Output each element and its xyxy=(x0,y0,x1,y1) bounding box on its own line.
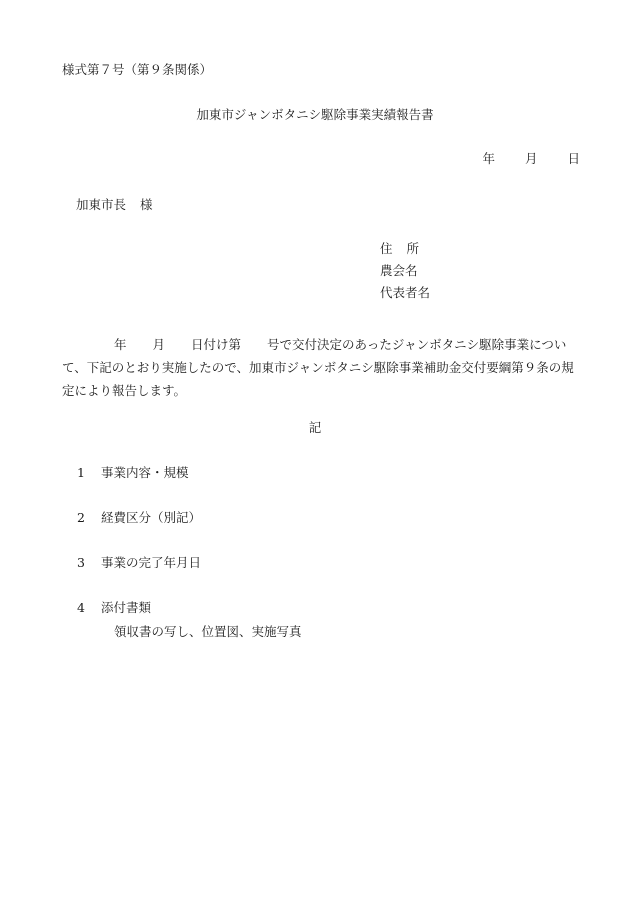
list-item xyxy=(77,557,201,570)
item-number: 4 xyxy=(77,600,85,615)
list-item xyxy=(77,467,189,480)
sender-representative-label: 代表者名 xyxy=(380,285,431,300)
report-body xyxy=(62,333,582,402)
body-line-2: て、下記のとおり実施したので、加東市ジャンボタニシ駆除事業補助金交付要綱第９条の規 xyxy=(62,360,574,375)
addressee-name: 加東市長 xyxy=(76,197,127,212)
item-number: 2 xyxy=(77,510,85,525)
item-label: 経費区分（別記） xyxy=(101,510,202,525)
sender-block xyxy=(380,243,430,309)
date-day-label: 日 xyxy=(567,151,580,166)
addressee xyxy=(76,199,153,212)
sender-address-label: 住 所 xyxy=(380,241,420,256)
date-line xyxy=(482,153,580,166)
item-label: 添付書類 xyxy=(101,600,152,615)
item-label: 事業の完了年月日 xyxy=(101,555,202,570)
body-line-3: 定により報告します。 xyxy=(62,383,187,398)
ki-heading: 記 xyxy=(308,420,322,435)
body-line-1: 年 月 日付け第 号で交付決定のあったジャンボタニシ駆除事業につい xyxy=(114,337,567,352)
form-number: 様式第７号（第９条関係） xyxy=(62,62,213,77)
item-number: 3 xyxy=(77,555,85,570)
sender-association-label: 農会名 xyxy=(380,263,418,278)
document-title: 加東市ジャンボタニシ駆除事業実績報告書 xyxy=(196,107,434,122)
date-year-label: 年 xyxy=(482,151,495,166)
item-number: 1 xyxy=(77,465,85,480)
addressee-honorific: 様 xyxy=(140,197,153,212)
item-label: 事業内容・規模 xyxy=(101,465,189,480)
date-month-label: 月 xyxy=(524,151,538,166)
attachments-detail: 領収書の写し、位置図、実施写真 xyxy=(114,624,302,639)
list-item xyxy=(77,602,151,615)
list-item xyxy=(77,512,201,525)
